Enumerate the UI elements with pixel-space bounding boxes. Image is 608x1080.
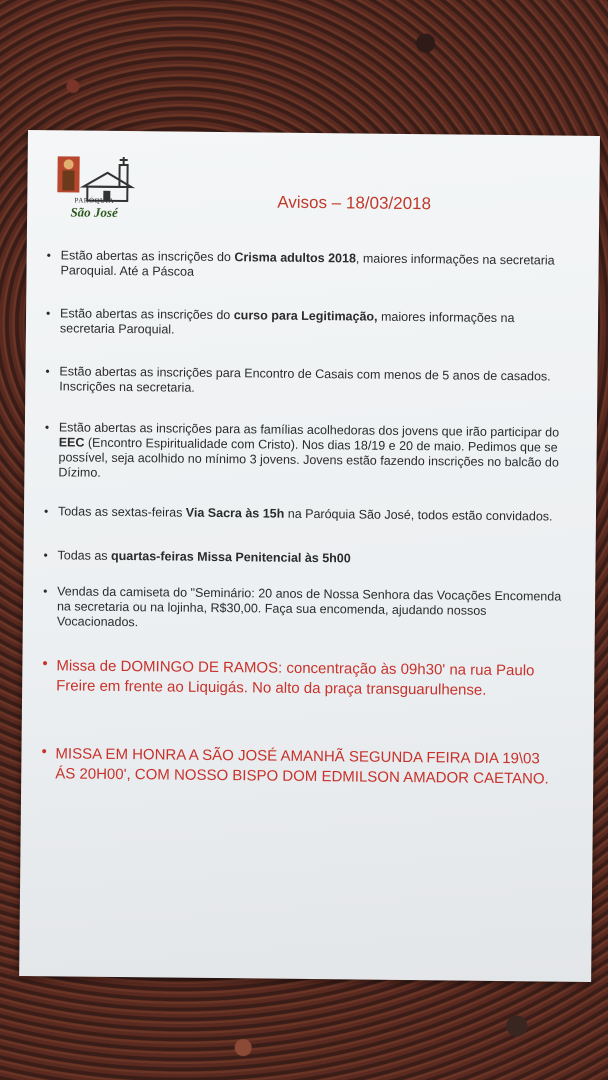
notice-item-via-sacra: • Todas as sextas-feiras Via Sacra às 15h na Paróquia São José, todos estão convidados. [43,504,553,524]
bullet: • [42,655,48,673]
notice-item-eec: • Estão abertas as inscrições para as famílias acolhedoras dos jovens que irão participar do EEC (Encontro Espiritualidade com Cristo). Nos dias 18/19 e 20 de maio. Pedimos que se possível, seja acolhido no mínimo 3 jovens. Jovens estão fazendo inscrições no balcão do Dízimo. [44,420,560,480]
bullet: • [43,584,48,599]
notice-paper [19,130,600,982]
notice-item-crisma: • Estão abertas as inscrições do Crisma adultos 2018, maiores informações na secretaria Paroquial. Até a Páscoa [46,248,555,279]
bullet: • [45,364,50,379]
bullet: • [46,306,51,321]
bullet: • [43,504,49,519]
notice-item-domingo-ramos: • Missa de DOMINGO DE RAMOS: concentração às 09h30' na rua Paulo Freire em frente ao Liquigás. No alto da praça transguarulhense. [42,655,535,699]
logo-small-text: PARÓQUIA [74,196,115,205]
logo-parish-name: São José [70,204,118,220]
notice-item-missa-sao-jose: • MISSA EM HONRA A SÃO JOSÉ AMANHÃ SEGUNDA FEIRA DIA 19\03 ÁS 20H00', COM NOSSO BISPO DOM EDMILSON AMADOR CAETANO. [41,743,549,788]
notice-item-casais: • Estão abertas as inscrições para Encontro de Casais com menos de 5 anos de casados. Inscrições na secretaria. [45,364,551,395]
notice-item-camiseta: • Vendas da camiseta do "Seminário: 20 anos de Nossa Senhora das Vocações Encomenda na secretaria ou na lojinha, R$30,00. Faça sua encomenda, ajudando nossos Vocacionados. [43,584,562,630]
bullet: • [43,548,48,563]
bullet: • [41,743,47,761]
page-title: Avisos – 18/03/2018 [277,192,432,214]
bullet: • [46,248,51,263]
bullet: • [44,420,50,435]
notice-item-legitimacao: • Estão abertas as inscrições do curso para Legitimação, maiores informações na secretaria Paroquial. [46,306,515,337]
notice-item-missa-penitencial: • Todas as quartas-feiras Missa Penitencial às 5h00 [43,548,351,566]
logo-wordmark [53,196,135,221]
